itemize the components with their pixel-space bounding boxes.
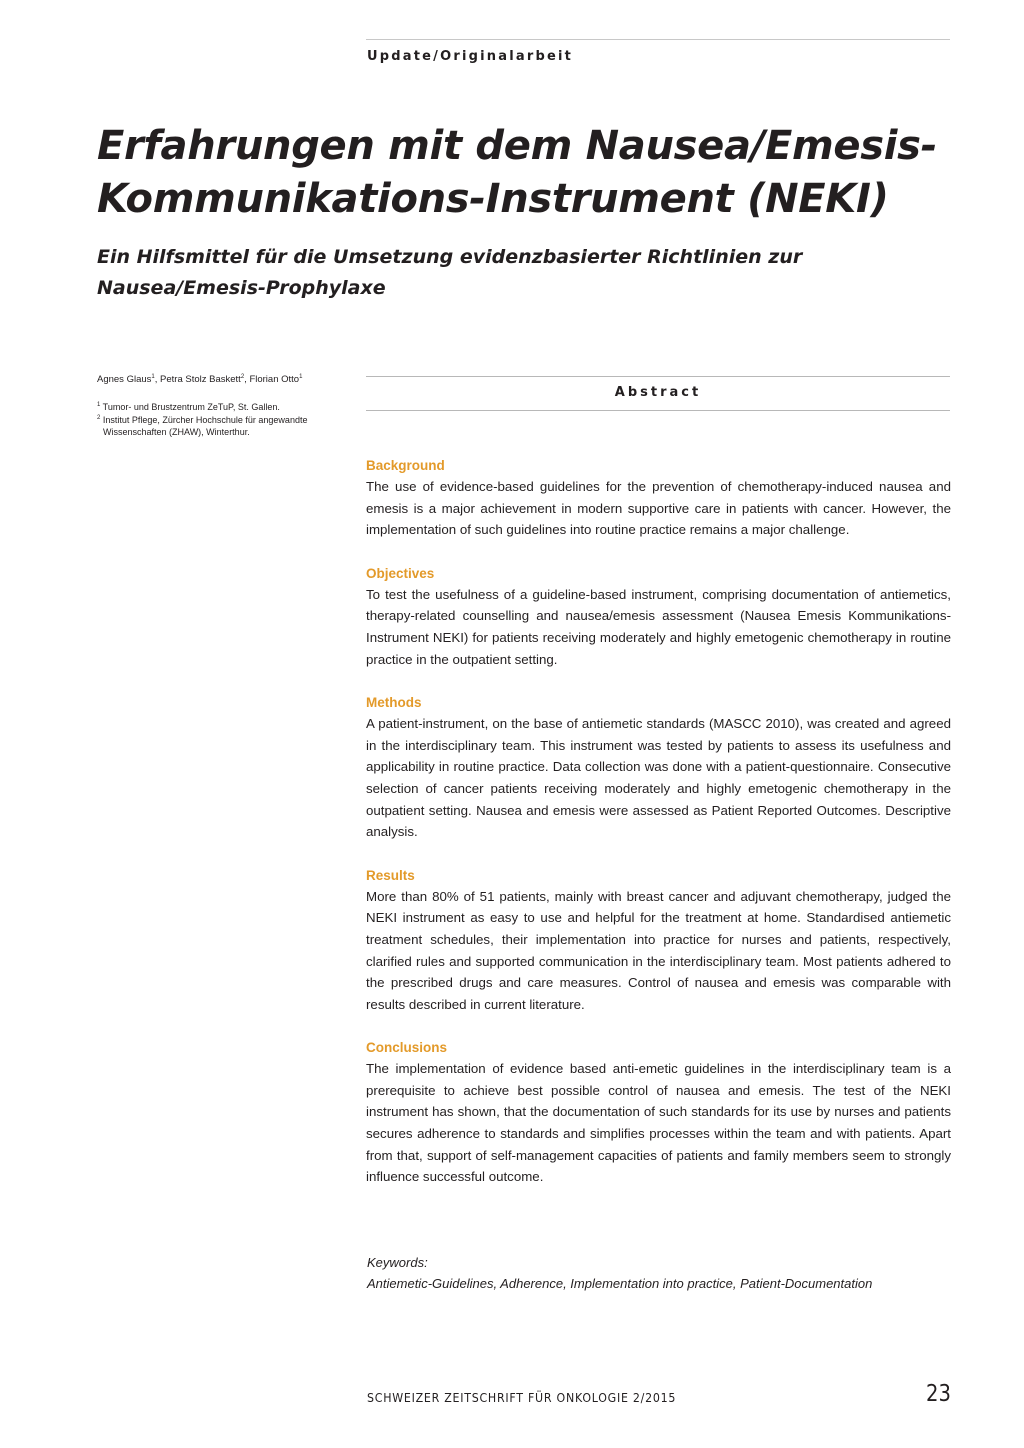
affiliation-text: Institut Pflege, Zürcher Hochschule für angewandte: [100, 414, 308, 425]
abstract-section-conclusions: [366, 1037, 951, 1188]
subtitle-line-2: Nausea/Emesis-Prophylaxe: [97, 277, 386, 299]
section-text: To test the usefulness of a guideline-based instrument, comprising documentation of antiemetics, therapy-related counselling and nausea/emesis assessment (Nausea Emesis Kommunikations-Instrument NEKI) for patients receiving moderately and highly emetogenic chemotherapy in routine practice in the outpatient setting.: [366, 586, 951, 667]
affiliation-2: [97, 414, 347, 427]
title-line-2: Kommunikations-Instrument (NEKI): [97, 176, 889, 222]
section-text: The use of evidence-based guidelines for the prevention of chemotherapy-induced nausea and emesis is a major achievement in modern supportive care in patients with cancer. However, the implementation of such guidelines into routine practice remains a major challenge.: [366, 479, 951, 538]
keywords-list: Antiemetic-Guidelines, Adherence, Implementation into practice, Patient-Documentation: [367, 1276, 873, 1291]
header-rule: [366, 39, 950, 40]
title-line-1: Erfahrungen mit dem Nausea/Emesis-: [97, 123, 937, 169]
section-text: A patient-instrument, on the base of antiemetic standards (MASCC 2010), was created and agreed in the interdisciplinary team. This instrument was tested by patients to assess its usefulness and applicability in routine practice. Data collection was done with a patient-questionnaire. Consecutive selection of cancer patients receiving moderately and highly emetogenic chemotherapy in the outpatient setting. Nausea and emesis were assessed as Patient Reported Outcomes. Descriptive analysis.: [366, 716, 951, 840]
abstract-rule-top: [366, 376, 950, 377]
abstract-heading: Abstract: [614, 385, 702, 400]
abstract-body: [366, 455, 951, 1210]
affiliations: [97, 401, 347, 439]
affiliation-marker: 1: [97, 402, 101, 408]
affiliation-1: [97, 401, 347, 414]
section-heading: Objectives: [366, 565, 435, 581]
article-title: [97, 120, 977, 226]
author-list: [97, 373, 347, 387]
page-number: 23: [926, 1381, 951, 1407]
keywords-block: [367, 1252, 952, 1294]
author-name: Agnes Glaus: [97, 374, 152, 385]
abstract-rule-bottom: [366, 410, 950, 411]
abstract-section-methods: [366, 692, 951, 843]
section-text: More than 80% of 51 patients, mainly with breast cancer and adjuvant chemotherapy, judged the NEKI instrument as easy to use and helpful for the treatment at home. Standardised antiemetic treatment schedules, their implementation into practice for nurses and patients, respectively, clarified rules and supported communication in the interdisciplinary team. Most patients adhered to the prescribed drugs and care measures. Control of nausea and emesis was comparable with results described in current literature.: [366, 888, 951, 1012]
affiliation-text: Tumor- und Brustzentrum ZeTuP, St. Gallen.: [100, 402, 280, 412]
article-subtitle: [97, 242, 957, 304]
author-affiliation-marker: 1: [299, 373, 303, 380]
section-heading: Results: [366, 867, 415, 883]
author-affiliation-marker: 2: [240, 373, 245, 380]
subtitle-line-1: Ein Hilfsmittel für die Umsetzung evidenzbasierter Richtlinien zur: [97, 246, 803, 268]
author-affiliation-marker: 1: [151, 373, 155, 380]
section-label: Update/Originalarbeit: [367, 49, 574, 64]
abstract-section-background: [366, 455, 951, 541]
author-name: , Florian Otto: [244, 374, 300, 385]
author-name: , Petra Stolz Baskett: [154, 374, 241, 385]
section-heading: Background: [366, 458, 445, 473]
keywords-label: Keywords:: [367, 1255, 428, 1270]
section-text: The implementation of evidence based anti-emetic guidelines in the interdisciplinary team is a prerequisite to achieve best possible control of nausea and emesis. The test of the NEKI instrument has shown, that the documentation of such standards for its use by nurses and patients secures adherence to standards and simplifies processes within the team and with patients. Apart from that, support of self-management capacities of patients and family members seem to strongly influence successful outcome.: [366, 1061, 951, 1185]
journal-footer: SCHWEIZER ZEITSCHRIFT FÜR ONKOLOGIE 2/2015: [367, 1391, 677, 1405]
affiliation-marker: 2: [97, 414, 101, 421]
section-heading: Methods: [366, 695, 422, 711]
affiliation-2-continued: Wissenschaften (ZHAW), Winterthur.: [103, 427, 250, 437]
section-heading: Conclusions: [366, 1040, 448, 1056]
abstract-section-objectives: [366, 563, 951, 670]
abstract-section-results: [366, 865, 951, 1016]
